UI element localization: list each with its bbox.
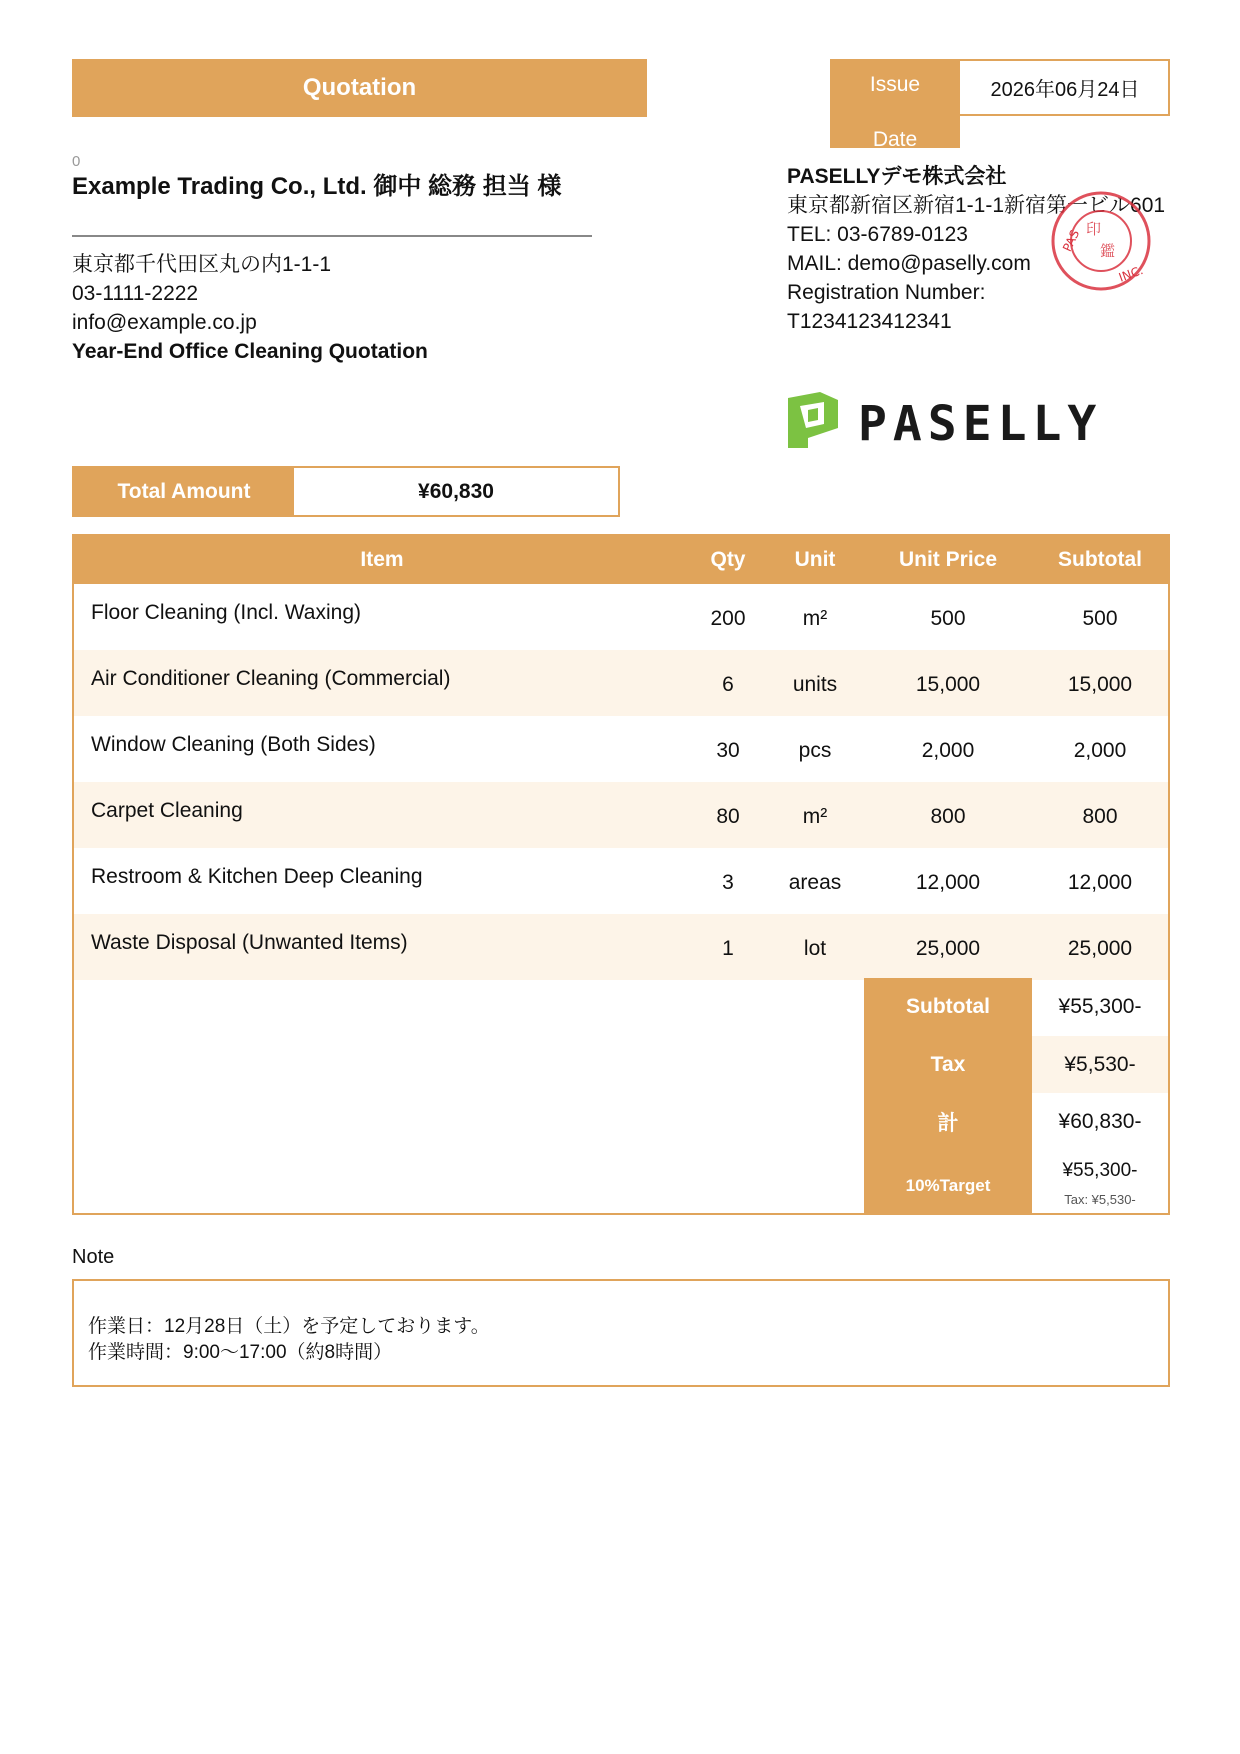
row-unit: pcs [798, 739, 832, 762]
issue-label-line1: Issue [869, 73, 921, 96]
row-item: Carpet Cleaning [91, 799, 243, 822]
company-tel: TEL: 03-6789-0123 [787, 223, 968, 246]
issue-date-value: 2026年06月24日 [990, 79, 1140, 101]
row-unit: units [792, 673, 838, 696]
note-line-2: 作業時間：9:00〜17:00（約8時間） [88, 1342, 393, 1363]
row-unit: areas [788, 871, 842, 894]
table-row [74, 848, 1168, 914]
total-amount-label: Total Amount [74, 468, 294, 515]
summary-tax-label: Tax [930, 1052, 966, 1076]
note-line-1: 作業日：12月28日（土）を予定しております。 [88, 1316, 490, 1337]
svg-text:PAS: PAS [1060, 227, 1083, 254]
row-unit-price: 25,000 [915, 937, 981, 960]
row-subtotal: 25,000 [1067, 937, 1133, 960]
table-row [74, 584, 1168, 650]
row-subtotal: 15,000 [1067, 673, 1133, 696]
row-item: Waste Disposal (Unwanted Items) [91, 931, 408, 954]
row-unit: m² [802, 607, 828, 630]
svg-text:INC.: INC. [1116, 263, 1145, 285]
registration-label: Registration Number: [787, 281, 986, 304]
row-item: Window Cleaning (Both Sides) [91, 733, 376, 756]
table-header [74, 536, 1168, 584]
company-mail: MAIL: demo@paselly.com [787, 252, 1031, 275]
client-name: Example Trading Co., Ltd. 御中 総務 担当 様 [72, 173, 562, 200]
row-unit-price: 12,000 [915, 871, 981, 894]
row-subtotal: 2,000 [1073, 739, 1127, 762]
client-address: 東京都千代田区丸の内1-1-1 [72, 253, 332, 276]
issue-label-line2: Date [872, 128, 918, 151]
row-item: Restroom & Kitchen Deep Cleaning [91, 865, 423, 888]
header-unit-price: Unit Price [898, 548, 998, 571]
row-qty: 30 [716, 739, 740, 762]
row-qty: 3 [722, 871, 734, 894]
row-qty: 1 [722, 937, 734, 960]
row-subtotal: 500 [1082, 607, 1118, 630]
row-subtotal: 12,000 [1067, 871, 1133, 894]
row-subtotal: 800 [1082, 805, 1118, 828]
paselly-logo [786, 390, 1126, 450]
table-row [74, 782, 1168, 848]
client-number: 0 [72, 153, 81, 170]
client-divider [72, 235, 592, 237]
svg-text:鑑: 鑑 [1100, 242, 1116, 260]
registration-number: T1234123412341 [787, 310, 952, 333]
row-qty: 200 [710, 607, 746, 630]
logo-wordmark: PASELLY [858, 396, 1103, 450]
issue-date-label [830, 59, 960, 151]
note-box [72, 1279, 1170, 1387]
header-unit: Unit [794, 548, 836, 571]
company-address: 東京都新宿区新宿1-1-1新宿第一ビル601 [787, 194, 1166, 217]
total-amount-box [72, 466, 620, 517]
summary-target-value: ¥55,300- [1062, 1160, 1138, 1181]
document-title: Quotation [72, 59, 647, 117]
svg-text:印: 印 [1086, 220, 1102, 238]
header-subtotal: Subtotal [1058, 548, 1142, 571]
row-unit-price: 800 [930, 805, 966, 828]
table-row [74, 716, 1168, 782]
total-amount-value: ¥60,830 [418, 479, 494, 503]
row-unit-price: 2,000 [921, 739, 975, 762]
company-seal-stamp [1050, 190, 1152, 292]
company-name: PASELLYデモ株式会社 [787, 165, 1007, 188]
row-unit-price: 15,000 [915, 673, 981, 696]
summary-total-value: ¥60,830- [1058, 1110, 1142, 1133]
client-info [72, 250, 428, 366]
row-unit-price: 500 [930, 607, 966, 630]
row-unit: lot [803, 937, 827, 960]
row-unit: m² [802, 805, 828, 828]
summary-target-tax: Tax: ¥5,530- [1064, 1192, 1136, 1207]
row-item: Air Conditioner Cleaning (Commercial) [91, 667, 451, 690]
row-qty: 6 [722, 673, 734, 696]
summary-target-label: 10%Target [905, 1176, 991, 1195]
row-qty: 80 [716, 805, 740, 828]
table-row [74, 914, 1168, 980]
client-email: info@example.co.jp [72, 311, 257, 334]
items-table [72, 534, 1170, 1215]
client-phone: 03-1111-2222 [72, 282, 199, 305]
row-item: Floor Cleaning (Incl. Waxing) [91, 601, 361, 624]
summary-subtotal-value: ¥55,300- [1058, 995, 1142, 1018]
summary-total-label: 計 [937, 1112, 959, 1135]
summary-tax-value: ¥5,530- [1064, 1052, 1136, 1076]
note-label: Note [72, 1246, 115, 1268]
table-row [74, 650, 1168, 716]
header-qty: Qty [710, 548, 746, 571]
header-item: Item [360, 548, 404, 571]
summary-subtotal-label: Subtotal [906, 995, 990, 1018]
quotation-subject: Year-End Office Cleaning Quotation [72, 340, 428, 363]
